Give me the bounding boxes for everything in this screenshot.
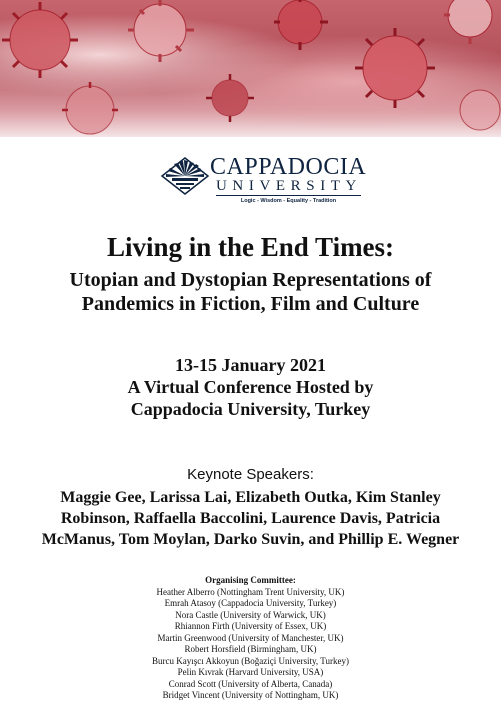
committee-member: Pelin Kıvrak (Harvard University, USA) — [177, 667, 324, 677]
virus-particle — [274, 0, 328, 50]
committee-member: Rhiannon Firth (University of Essex, UK) — [174, 621, 327, 631]
virus-particle — [355, 28, 435, 108]
virus-particle — [460, 90, 500, 130]
virus-particle — [128, 0, 194, 62]
keynote-line: Robinson, Raffaella Baccolini, Laurence Davis, Patricia — [60, 510, 441, 527]
subtitle-line: Pandemics in Fiction, Film and Culture — [81, 293, 420, 315]
radiant-emblem-icon — [158, 154, 212, 198]
conference-subtitle — [0, 268, 501, 316]
virus-particle — [2, 2, 78, 78]
committee-member: Heather Alberro (Nottingham Trent University, UK) — [156, 586, 345, 597]
host-line: Cappadocia University, Turkey — [130, 399, 371, 419]
logo-name: CAPPADOCIA — [210, 154, 367, 180]
logo-sub: UNIVERSITY — [216, 178, 362, 194]
subtitle-line: Utopian and Dystopian Representations of — [69, 269, 432, 291]
committee-member: Burcu Kayışcı Akkoyun (Boğaziçi University, Turkey) — [152, 655, 349, 666]
committee-heading: Organising Committee: — [205, 575, 296, 585]
keynote-heading: Keynote Speakers: — [187, 466, 314, 483]
committee-member: Martin Greenwood (University of Manchester, UK) — [157, 632, 344, 643]
host-line: A Virtual Conference Hosted by — [127, 377, 374, 397]
keynote-speakers — [0, 487, 501, 550]
committee-member: Robert Horsfield (Birmingham, UK) — [184, 644, 317, 654]
committee-member: Conrad Scott (University of Alberta, Canada) — [168, 678, 333, 689]
virus-particles-icon — [0, 0, 501, 137]
virus-particle — [206, 74, 254, 122]
virus-banner-image — [0, 0, 501, 137]
organising-committee — [0, 575, 501, 702]
conference-title: Living in the End Times: — [106, 232, 395, 262]
virus-particle — [62, 82, 118, 134]
committee-member: Nora Castle (University of Warwick, UK) — [175, 609, 326, 620]
university-logo — [158, 152, 367, 208]
committee-member: Bridget Vincent (University of Nottingham, UK) — [162, 690, 339, 700]
keynote-line: Maggie Gee, Larissa Lai, Elizabeth Outka, Kim Stanley — [60, 489, 441, 506]
logo-motto: Logic - Wisdom - Equality - Tradition — [216, 195, 361, 205]
dates-line: 13-15 January 2021 — [174, 355, 326, 375]
conference-dates — [0, 354, 501, 420]
keynote-line: McManus, Tom Moylan, Darko Suvin, and Phillip E. Wegner — [41, 531, 460, 548]
virus-particle — [444, 0, 492, 44]
committee-member: Emrah Atasoy (Cappadocia University, Turkey) — [164, 598, 337, 608]
